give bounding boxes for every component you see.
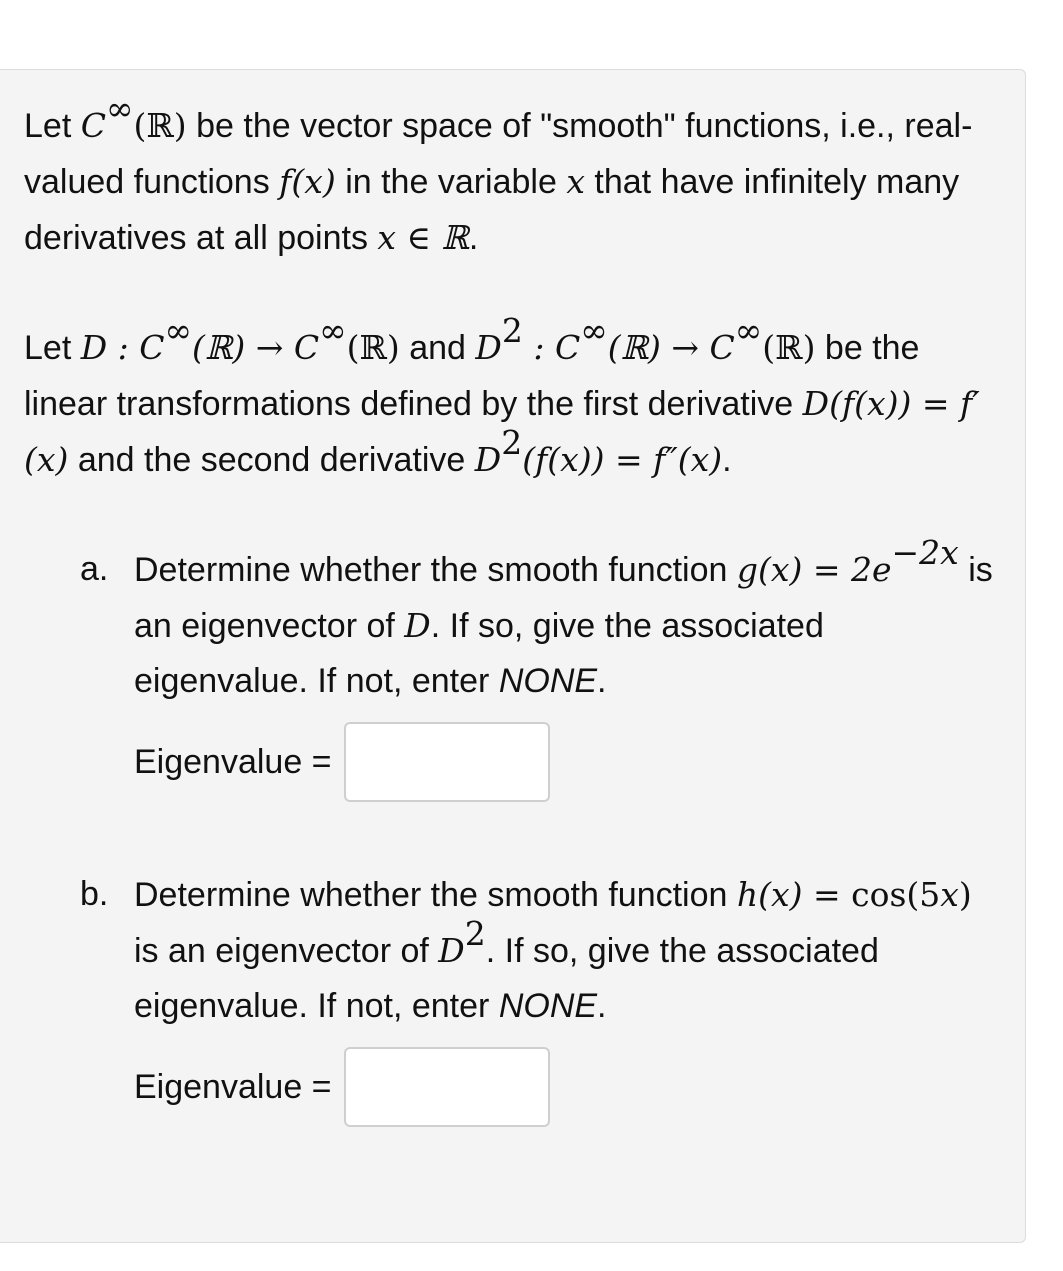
math-first-derivative: D(f(x)) = f′(x)	[24, 384, 980, 479]
math-superscript: 2	[501, 310, 523, 350]
math-d-map-tail: (ℝ) → C	[192, 328, 320, 367]
text: Determine whether the smooth function	[134, 876, 737, 914]
text: Determine whether the smooth function	[134, 551, 737, 589]
math-reals-arg: (ℝ)	[346, 328, 400, 367]
math-superscript: ∞	[580, 310, 608, 350]
math-d: D	[474, 440, 502, 479]
part-a-eigenvalue-input[interactable]	[344, 722, 550, 802]
text: Let	[24, 107, 81, 145]
text: .	[597, 987, 607, 1025]
part-b-marker: b.	[80, 875, 109, 913]
part-a-marker: a.	[80, 550, 109, 588]
math-superscript: 2	[464, 913, 486, 953]
text: .	[722, 441, 732, 479]
text: is an eigenvector of	[134, 932, 439, 970]
text: is an eigenvector of	[134, 551, 993, 645]
math-superscript: ∞	[105, 88, 134, 128]
text: .	[468, 219, 479, 257]
text: be the vector space of "smooth" functions, i.e., real-valued functions	[24, 107, 973, 201]
text: in the variable	[335, 163, 567, 201]
part-b-prompt	[134, 867, 995, 1034]
math-reals-arg: (ℝ)	[762, 328, 816, 367]
math-x: x	[566, 162, 585, 201]
part-b	[24, 867, 995, 1128]
math-h-of-x: h(x)	[736, 875, 803, 914]
none-keyword: NONE	[498, 987, 598, 1025]
text: . If so, give the associated eigenvalue. If not, enter	[134, 932, 879, 1025]
math-d-map: D : C	[80, 328, 165, 367]
math-equals: =	[802, 875, 852, 914]
part-b-eigenvalue-input[interactable]	[344, 1047, 550, 1127]
math-x-in-reals: x ∈ ℝ	[377, 218, 469, 257]
part-a-prompt	[134, 532, 995, 709]
math-x: x	[940, 875, 959, 914]
math-c-infinity: C	[80, 106, 106, 145]
math-superscript: ∞	[734, 310, 763, 350]
intro-paragraph-smooth-functions	[24, 88, 995, 266]
question-card	[0, 69, 1026, 1243]
part-a-answer-row	[134, 721, 995, 803]
text: .	[597, 662, 607, 700]
math-reals-arg: (ℝ)	[133, 106, 187, 145]
text: be the linear transformations defined by the first derivative	[24, 329, 920, 423]
math-g-of-x: g(x) = 2e	[736, 550, 892, 589]
part-b-answer-label: Eigenvalue =	[134, 1067, 332, 1106]
text: . If so, give the associated eigenvalue. If not, enter	[134, 607, 824, 700]
math-d: D	[438, 931, 465, 970]
math-d2-map: : C	[522, 328, 581, 367]
intro-paragraph-derivatives	[24, 310, 995, 488]
part-b-answer-row	[134, 1046, 995, 1128]
text: that have infinitely many derivatives at all points	[24, 163, 960, 257]
math-superscript: ∞	[164, 310, 193, 350]
math-superscript: ∞	[319, 310, 347, 350]
text: Let	[24, 329, 81, 367]
math-paren: )	[958, 875, 972, 914]
math-f-of-x: f(x)	[279, 162, 336, 201]
math-d2-map-tail: (ℝ) → C	[607, 328, 735, 367]
question-content	[24, 88, 995, 1192]
math-superscript: 2	[501, 422, 523, 462]
text: and	[399, 329, 476, 367]
math-exponent: −2x	[891, 532, 959, 572]
math-second-derivative: (f(x)) = f″(x)	[522, 440, 723, 479]
math-cos: cos(5	[851, 875, 941, 914]
part-a	[24, 532, 995, 803]
none-keyword: NONE	[498, 662, 598, 700]
part-a-answer-label: Eigenvalue =	[134, 742, 332, 781]
math-d: D	[404, 606, 431, 645]
text: and the second derivative	[68, 441, 475, 479]
math-d: D	[475, 328, 502, 367]
